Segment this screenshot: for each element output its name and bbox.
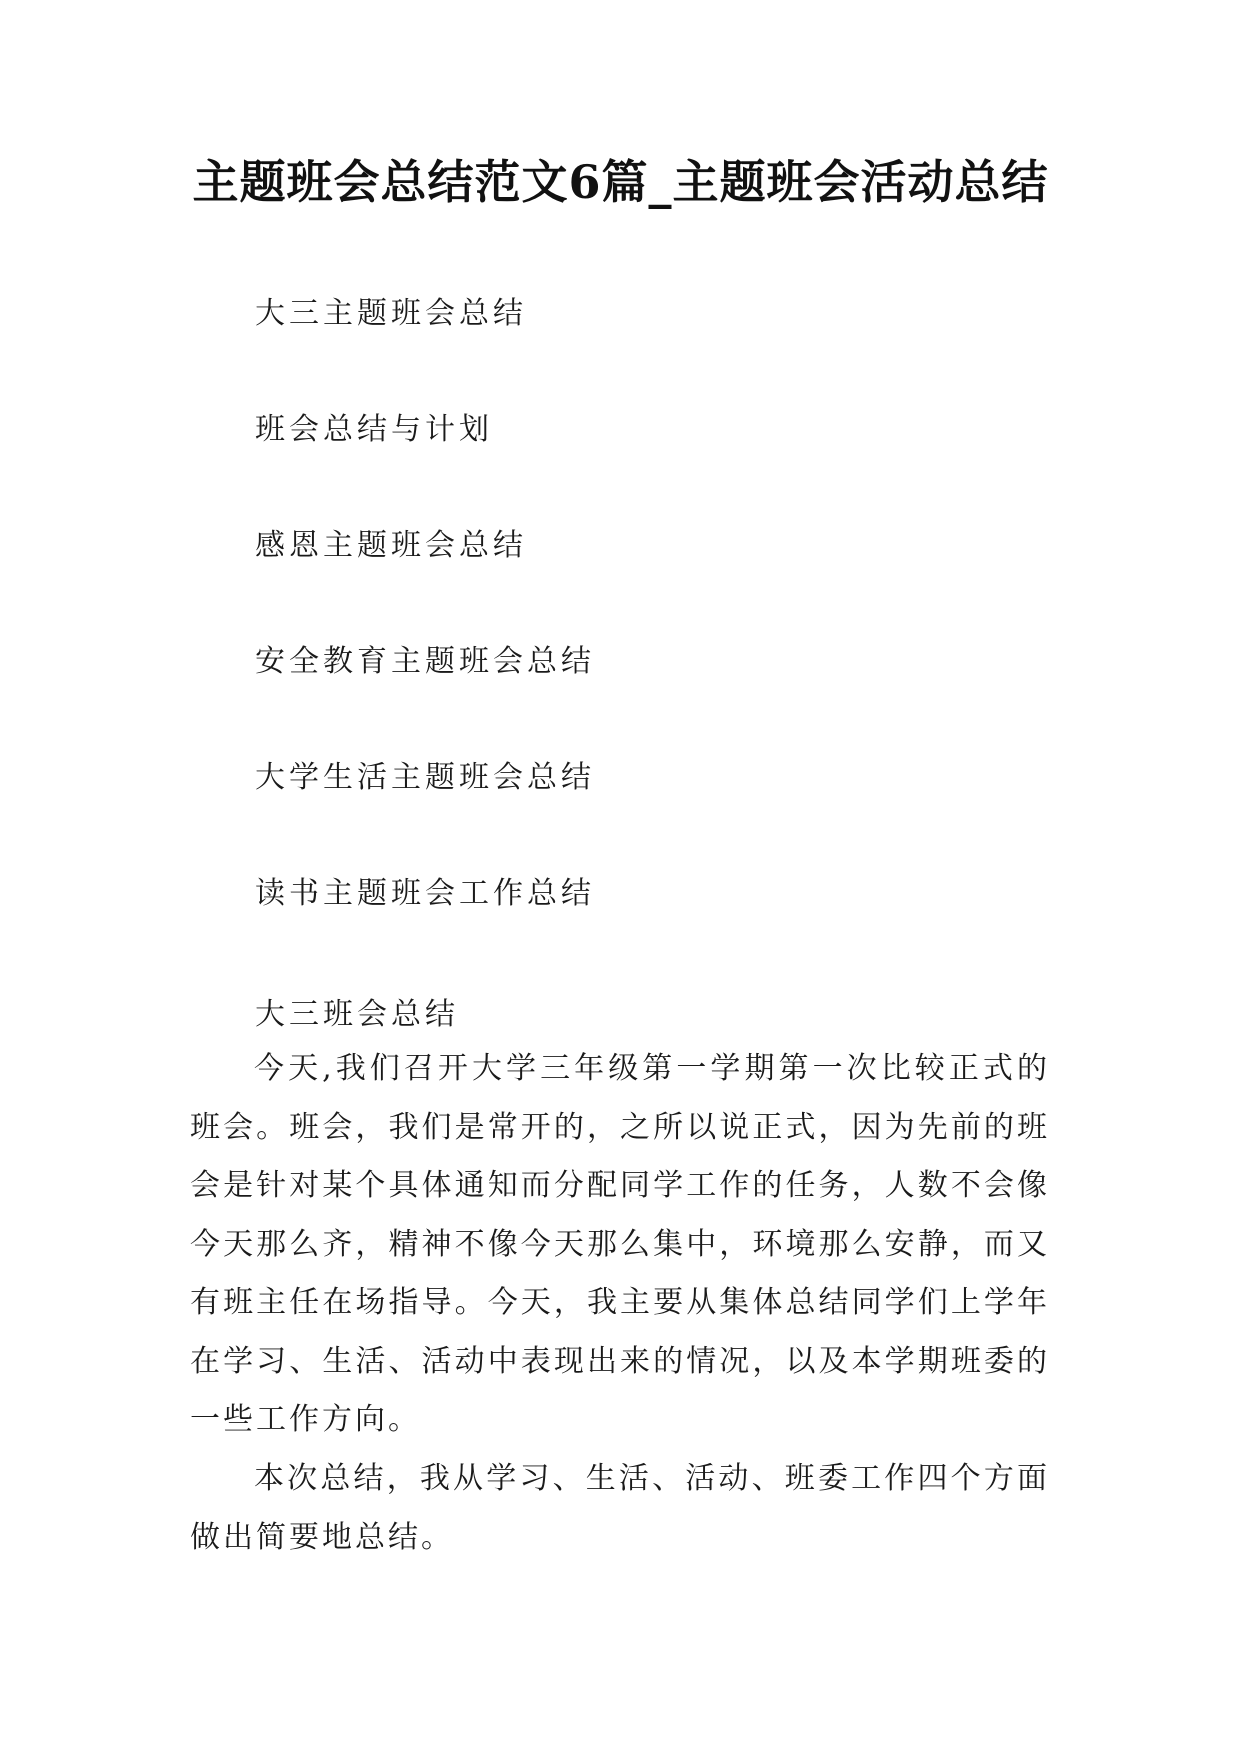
toc-item: 班会总结与计划 <box>255 412 493 447</box>
toc-item: 安全教育主题班会总结 <box>255 644 595 679</box>
body-paragraph: 今天,我们召开大学三年级第一学期第一次比较正式的班会。班会，我们是常开的，之所以说正式，因为先前的班会是针对某个具体通知而分配同学工作的任务，人数不会像今天那么齐，精神不像今天那么集中，环境那么安静，而又有班主任在场指导。今天，我主要从集体总结同学们上学年在学习、生活、活动中表现出来的情况，以及本学期班委的一些工作方向。 <box>190 1051 1050 1437</box>
toc-item: 大三主题班会总结 <box>255 296 527 331</box>
section-heading: 大三班会总结 <box>255 997 459 1032</box>
toc-item: 读书主题班会工作总结 <box>255 876 595 911</box>
toc-item: 感恩主题班会总结 <box>255 528 527 563</box>
document-title: 主题班会总结范文6篇_主题班会活动总结 <box>192 155 1049 209</box>
body-paragraph: 本次总结，我从学习、生活、活动、班委工作四个方面做出简要地总结。 <box>190 1461 1050 1555</box>
toc-item: 大学生活主题班会总结 <box>255 760 595 795</box>
